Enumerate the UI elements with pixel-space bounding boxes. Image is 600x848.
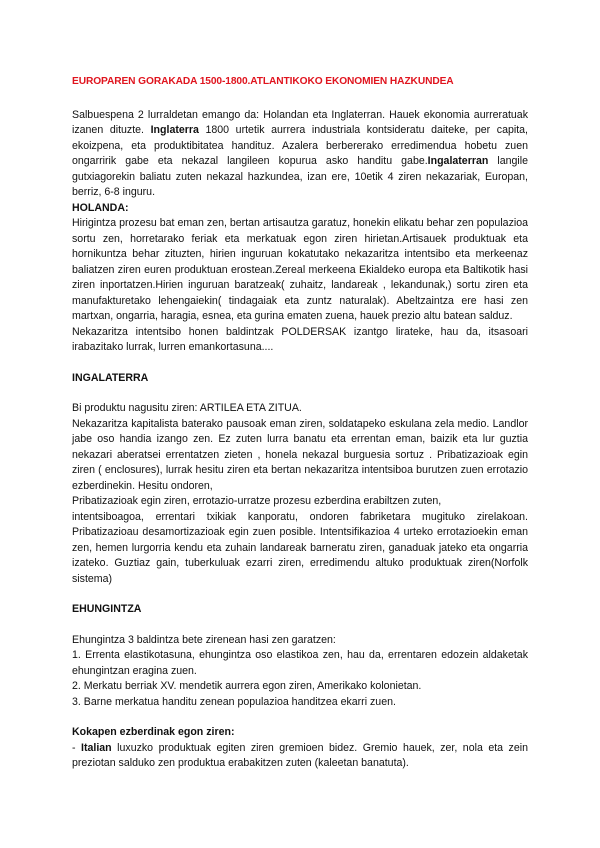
kokapen-bold-italian: Italian bbox=[81, 741, 112, 754]
ingalaterra-paragraph-4: intentsiboagoa, errentari txikiak kanporatu, ondoren fabriketara mugituko zirelakoan. Pribatizazioau desamortizazioak egin zuen posible. Intentsifikazioa 4 urteko errotazioekin eman zen, hemen lurgorria kendu eta zuhain landareak barneratu ziren, ganaduak jateko eta ongarria izateko. Guztiaz gain, tuberkuluak ezarri ziren, erredimendu altuko produktuak ziren(Norfolk sistema) bbox=[72, 510, 528, 585]
kokapen-dash: - bbox=[72, 741, 82, 754]
ehungintza-item-2: 2. Merkatu berriak XV. mendetik aurrera egon ziren, Amerikako kolonietan. bbox=[72, 680, 422, 692]
intro-text-1: Salbuespena 2 lurraldetan emango da: Holandan eta Inglaterran. Hauek ekonomia aurreratuak izanen dituzte. bbox=[72, 108, 528, 136]
ingalaterra-paragraph-2: Nekazaritza kapitalista baterako pausoak eman ziren, soldatapeko eskulana zela medio. Landlor jabe oso handia izango zen. Ez zuten lurra banatu eta errentan eman, baizik eta lur guztia nekazari aberatsei errentatzen zieten , honela nekazal burguesia sortuz . Pribatizazioak egin ziren ( enclosures), lurrak hesitu ziren eta bertan nekazaritza intentsiboa burutzen zuen errotazio ezberdinekin. Hesitu ondoren, bbox=[72, 417, 528, 492]
holanda-heading: HOLANDA: bbox=[72, 201, 129, 214]
intro-text-2: 1800 urtetik aurrera industriala kontsideratu daiteke, per capita, ekoizpena, eta produktibitatea handituz. Azalera berbererako erredimendua hobetu zuen ongarririk gabe eta nekazal langileen kopurua asko handitu gabe. bbox=[72, 124, 528, 167]
ehungintza-heading: EHUNGINTZA bbox=[72, 603, 142, 615]
ingalaterra-heading: INGALATERRA bbox=[72, 371, 149, 384]
intro-text-3: langile gutxiagorekin baliatu zuten nekazal hazkundea, izan ere, 10etik 4 ziren nekazariak, Europan, berriz, 6-8 inguru. bbox=[72, 155, 528, 198]
kokapen-text: luxuzko produktuak egiten ziren gremioen bidez. Gremio hauek, zer, nola eta zein preziotan salduko zen produktua erabakitzen zuten (kaleetan banatuta). bbox=[72, 741, 528, 769]
intro-bold-inglaterra: Inglaterra bbox=[150, 124, 199, 136]
ingalaterra-paragraph-3: Pribatizazioak egin ziren, errotazio-urratze prozesu ezberdina erabiltzen zuten, bbox=[72, 495, 442, 507]
document-title: EUROPAREN GORAKADA 1500-1800.ATLANTIKOKO EKONOMIEN HAZKUNDEA bbox=[72, 76, 454, 87]
holanda-paragraph-1: Hirigintza prozesu bat eman zen, bertan artisautza garatuz, honekin elikatu behar zen populazioa sortu zen, horretarako feriak eta merkatuak egon ziren hirietan.Artisauek produktuak eta hornikuntza behar zituzten, hirien inguruan kokatutako nekazaritza intentsibo eta merkeenaz baliatzen ziren euren produktuan erostean.Zereal merkeena Ekialdeko europa eta Baltikotik hasi ziren inportatzen.Hirien inguruan baratzeak( zuhaitz, landareak , lekandunak,) sortu ziren eta manufakturetako lehengaiekin( tindagaiak eta zuntz naturalak). Abeltzaintza ere hasi zen martxan, ongarria, haragia, esnea, eta gurina ematen zuena, hauek prezio altu batean salduz. bbox=[72, 217, 528, 322]
intro-bold-ingalaterran: Ingalaterran bbox=[427, 155, 489, 167]
kokapen-heading: Kokapen ezberdinak egon ziren: bbox=[72, 726, 235, 738]
document-page bbox=[72, 74, 528, 772]
ehungintza-paragraph-1: Ehungintza 3 baldintza bete zirenean hasi zen garatzen: bbox=[72, 633, 336, 646]
kokapen-paragraph bbox=[72, 741, 528, 772]
holanda-paragraph-2: Nekazaritza intentsibo honen baldintzak POLDERSAK izantgo lirateke, hau da, itsasoari irabazitako lurrak, lurren emankortasuna.... bbox=[72, 325, 528, 353]
ehungintza-item-1: 1. Errenta elastikotasuna, ehungintza oso elastikoa zen, hau da, errentaren edozein aldaketak ehungintzan eragina zuen. bbox=[72, 649, 528, 677]
ingalaterra-paragraph-1: Bi produktu nagusitu ziren: ARTILEA ETA ZITUA. bbox=[72, 402, 302, 414]
intro-paragraph bbox=[72, 108, 528, 201]
ehungintza-item-3: 3. Barne merkatua handitu zenean populazioa handitzea ekarri zuen. bbox=[72, 695, 396, 708]
